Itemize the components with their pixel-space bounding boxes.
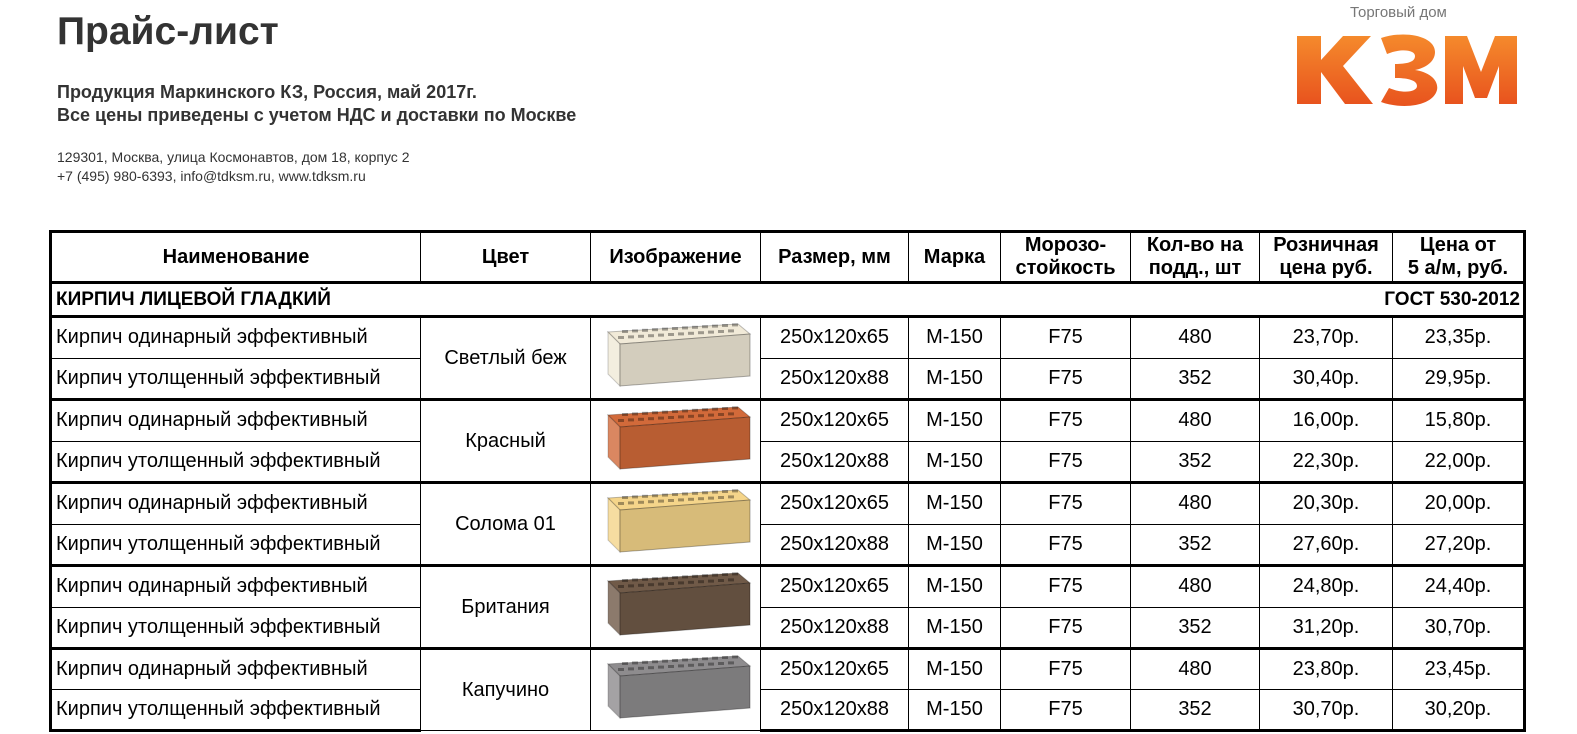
brick-image — [598, 401, 754, 475]
product-bulk-price: 22,00р. — [1393, 441, 1525, 483]
section-row — [51, 283, 1525, 317]
product-bulk-price: 24,40р. — [1393, 566, 1525, 608]
kzm-logo-mark — [1295, 32, 1520, 108]
product-size: 250x120x88 — [761, 690, 909, 731]
product-frost: F75 — [1001, 441, 1131, 483]
subtitle-prices-note: Все цены приведены с учетом НДС и доставки по Москве — [57, 105, 577, 125]
product-color: Британия — [421, 566, 591, 649]
product-retail-price: 16,00р. — [1260, 400, 1393, 442]
page-title: Прайс-лист — [57, 10, 279, 53]
brick-image — [598, 567, 754, 641]
product-bulk-price: 27,20р. — [1393, 524, 1525, 566]
product-size: 250x120x88 — [761, 441, 909, 483]
product-name: Кирпич одинарный эффективный — [51, 483, 421, 525]
product-grade: M-150 — [909, 649, 1001, 690]
product-size: 250x120x88 — [761, 358, 909, 400]
product-size: 250x120x65 — [761, 566, 909, 608]
section-standard: ГОСТ 530-2012 — [1001, 283, 1525, 317]
product-name: Кирпич утолщенный эффективный — [51, 358, 421, 400]
product-name: Кирпич одинарный эффективный — [51, 317, 421, 359]
table-row — [51, 400, 1525, 442]
brick-image — [598, 484, 754, 558]
product-retail-price: 23,80р. — [1260, 649, 1393, 690]
product-bulk-price: 30,20р. — [1393, 690, 1525, 731]
product-frost: F75 — [1001, 649, 1131, 690]
table-row — [51, 524, 1525, 566]
product-frost: F75 — [1001, 566, 1131, 608]
table-row — [51, 358, 1525, 400]
product-bulk-price: 23,35р. — [1393, 317, 1525, 359]
product-frost: F75 — [1001, 483, 1131, 525]
product-image — [591, 566, 761, 649]
product-image — [591, 317, 761, 400]
table-row — [51, 649, 1525, 690]
price-table — [49, 230, 1526, 732]
product-grade: M-150 — [909, 441, 1001, 483]
product-name: Кирпич одинарный эффективный — [51, 649, 421, 690]
product-name: Кирпич утолщенный эффективный — [51, 441, 421, 483]
product-size: 250x120x65 — [761, 483, 909, 525]
product-bulk-price: 30,70р. — [1393, 607, 1525, 649]
col-header-qty: Кол-во на подд., шт — [1131, 232, 1260, 283]
product-name: Кирпич утолщенный эффективный — [51, 607, 421, 649]
subtitle-producer: Продукция Маркинского КЗ, Россия, май 2017г. — [57, 82, 477, 102]
product-qty: 352 — [1131, 690, 1260, 731]
product-retail-price: 30,70р. — [1260, 690, 1393, 731]
table-row — [51, 607, 1525, 649]
product-qty: 352 — [1131, 607, 1260, 649]
product-qty: 352 — [1131, 524, 1260, 566]
product-name: Кирпич одинарный эффективный — [51, 400, 421, 442]
product-retail-price: 30,40р. — [1260, 358, 1393, 400]
product-grade: M-150 — [909, 483, 1001, 525]
col-header-retail: Розничная цена руб. — [1260, 232, 1393, 283]
product-qty: 352 — [1131, 441, 1260, 483]
product-grade: M-150 — [909, 607, 1001, 649]
product-retail-price: 22,30р. — [1260, 441, 1393, 483]
product-name: Кирпич одинарный эффективный — [51, 566, 421, 608]
contacts: +7 (495) 980-6393, info@tdksm.ru, www.tdksm.ru — [57, 168, 366, 184]
product-color: Светлый беж — [421, 317, 591, 400]
product-name: Кирпич утолщенный эффективный — [51, 524, 421, 566]
product-grade: M-150 — [909, 524, 1001, 566]
product-grade: M-150 — [909, 317, 1001, 359]
table-row — [51, 566, 1525, 608]
product-qty: 352 — [1131, 358, 1260, 400]
product-bulk-price: 15,80р. — [1393, 400, 1525, 442]
brick-image — [598, 650, 754, 724]
product-qty: 480 — [1131, 483, 1260, 525]
table-row — [51, 690, 1525, 731]
col-header-grade: Марка — [909, 232, 1001, 283]
product-bulk-price: 20,00р. — [1393, 483, 1525, 525]
product-size: 250x120x65 — [761, 400, 909, 442]
product-frost: F75 — [1001, 690, 1131, 731]
product-retail-price: 24,80р. — [1260, 566, 1393, 608]
brick-image — [598, 318, 754, 392]
product-retail-price: 31,20р. — [1260, 607, 1393, 649]
table-header-row — [51, 232, 1525, 283]
product-grade: M-150 — [909, 566, 1001, 608]
product-frost: F75 — [1001, 607, 1131, 649]
product-color: Красный — [421, 400, 591, 483]
product-size: 250x120x88 — [761, 524, 909, 566]
product-retail-price: 20,30р. — [1260, 483, 1393, 525]
product-size: 250x120x65 — [761, 649, 909, 690]
product-grade: M-150 — [909, 400, 1001, 442]
product-image — [591, 400, 761, 483]
product-image — [591, 649, 761, 731]
product-frost: F75 — [1001, 524, 1131, 566]
table-row — [51, 317, 1525, 359]
product-frost: F75 — [1001, 400, 1131, 442]
col-header-size: Размер, мм — [761, 232, 909, 283]
logo-caption: Торговый дом — [1350, 4, 1447, 21]
table-row — [51, 441, 1525, 483]
product-qty: 480 — [1131, 317, 1260, 359]
section-title: КИРПИЧ ЛИЦЕВОЙ ГЛАДКИЙ — [51, 283, 1001, 317]
product-qty: 480 — [1131, 649, 1260, 690]
product-qty: 480 — [1131, 400, 1260, 442]
company-logo — [1295, 4, 1520, 108]
product-size: 250x120x65 — [761, 317, 909, 359]
address: 129301, Москва, улица Космонавтов, дом 18, корпус 2 — [57, 149, 410, 165]
product-image — [591, 483, 761, 566]
product-bulk-price: 29,95р. — [1393, 358, 1525, 400]
product-bulk-price: 23,45р. — [1393, 649, 1525, 690]
product-retail-price: 27,60р. — [1260, 524, 1393, 566]
table-row — [51, 483, 1525, 525]
product-grade: M-150 — [909, 358, 1001, 400]
product-color: Солома 01 — [421, 483, 591, 566]
product-retail-price: 23,70р. — [1260, 317, 1393, 359]
col-header-image: Изображение — [591, 232, 761, 283]
product-grade: M-150 — [909, 690, 1001, 731]
col-header-bulk: Цена от 5 а/м, руб. — [1393, 232, 1525, 283]
col-header-frost: Морозо- стойкость — [1001, 232, 1131, 283]
col-header-name: Наименование — [51, 232, 421, 283]
col-header-color: Цвет — [421, 232, 591, 283]
product-qty: 480 — [1131, 566, 1260, 608]
product-frost: F75 — [1001, 317, 1131, 359]
product-name: Кирпич утолщенный эффективный — [51, 690, 421, 731]
product-frost: F75 — [1001, 358, 1131, 400]
product-size: 250x120x88 — [761, 607, 909, 649]
product-color: Капучино — [421, 649, 591, 731]
